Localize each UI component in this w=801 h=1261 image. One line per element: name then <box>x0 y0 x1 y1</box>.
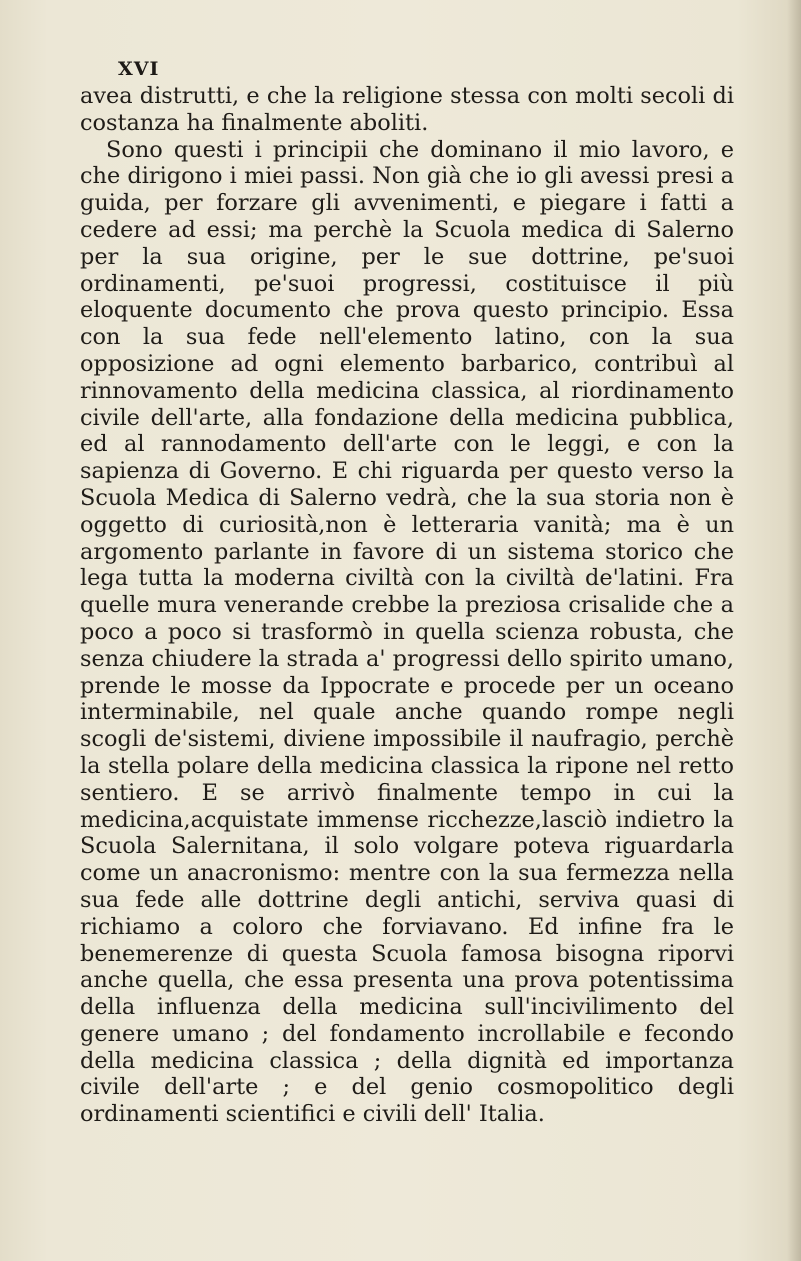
page-body-text <box>80 83 734 1128</box>
page-edge-shadow <box>787 0 801 1261</box>
page-number: XVI <box>118 58 160 80</box>
paragraph-principles: Sono questi i principii che dominano il mio lavoro, e che dirigono i miei passi. Non già che io gli avessi presi a guida, per forzare gli avvenimenti, e piegare i fatti a cedere ad essi; ma perchè la Scuola medica di Salerno per la sua origine, per le sue dottrine, pe'suoi ordinamenti, pe'suoi progressi, costituisce il più eloquente documento che prova questo principio. Essa con la sua fede nell'elemento latino, con la sua opposizione ad ogni elemento barbarico, contribuì al rinnovamento della medicina classica, al riordinamento civile dell'arte, alla fondazione della medicina pubblica, ed al rannodamento dell'arte con le leggi, e con la sapienza di Governo. E chi riguarda per questo verso la Scuola Medica di Salerno vedrà, che la sua storia non è oggetto di curiosità,non è letteraria vanità; ma è un argomento parlante in favore di un sistema storico che lega tutta la moderna civiltà con la civiltà de'latini. Fra quelle mura venerande crebbe la preziosa crisalide che a poco a poco si trasformò in quella scienza robusta, che senza chiudere la strada a' progressi dello spirito umano, prende le mosse da Ippocrate e procede per un oceano interminabile, nel quale anche quando rompe negli scogli de'sistemi, diviene impossibile il naufragio, perchè la stella polare della medicina classica la ripone nel retto sentiero. E se arrivò finalmente tempo in cui la medicina,acquistate immense ricchezze,lasciò indietro la Scuola Salernitana, il solo volgare poteva riguardarla come un anacronismo: mentre con la sua fermezza nella sua fede alle dottrine degli antichi, serviva quasi di richiamo a coloro che forviavano. Ed infine fra le benemerenze di questa Scuola famosa bisogna riporvi anche quella, che essa presenta una prova potentissima della influenza della medicina sull'incivilimento del genere umano ; del fondamento incrollabile e fecondo della medicina classica ; della dignità ed importanza civile dell'arte ; e del genio cosmopolitico degli ordinamenti scientifici e civili dell' Italia. <box>80 136 734 1128</box>
paragraph-continuation: avea distrutti, e che la religione stessa con molti secoli di costanza ha finalmente aboliti. <box>80 83 734 136</box>
